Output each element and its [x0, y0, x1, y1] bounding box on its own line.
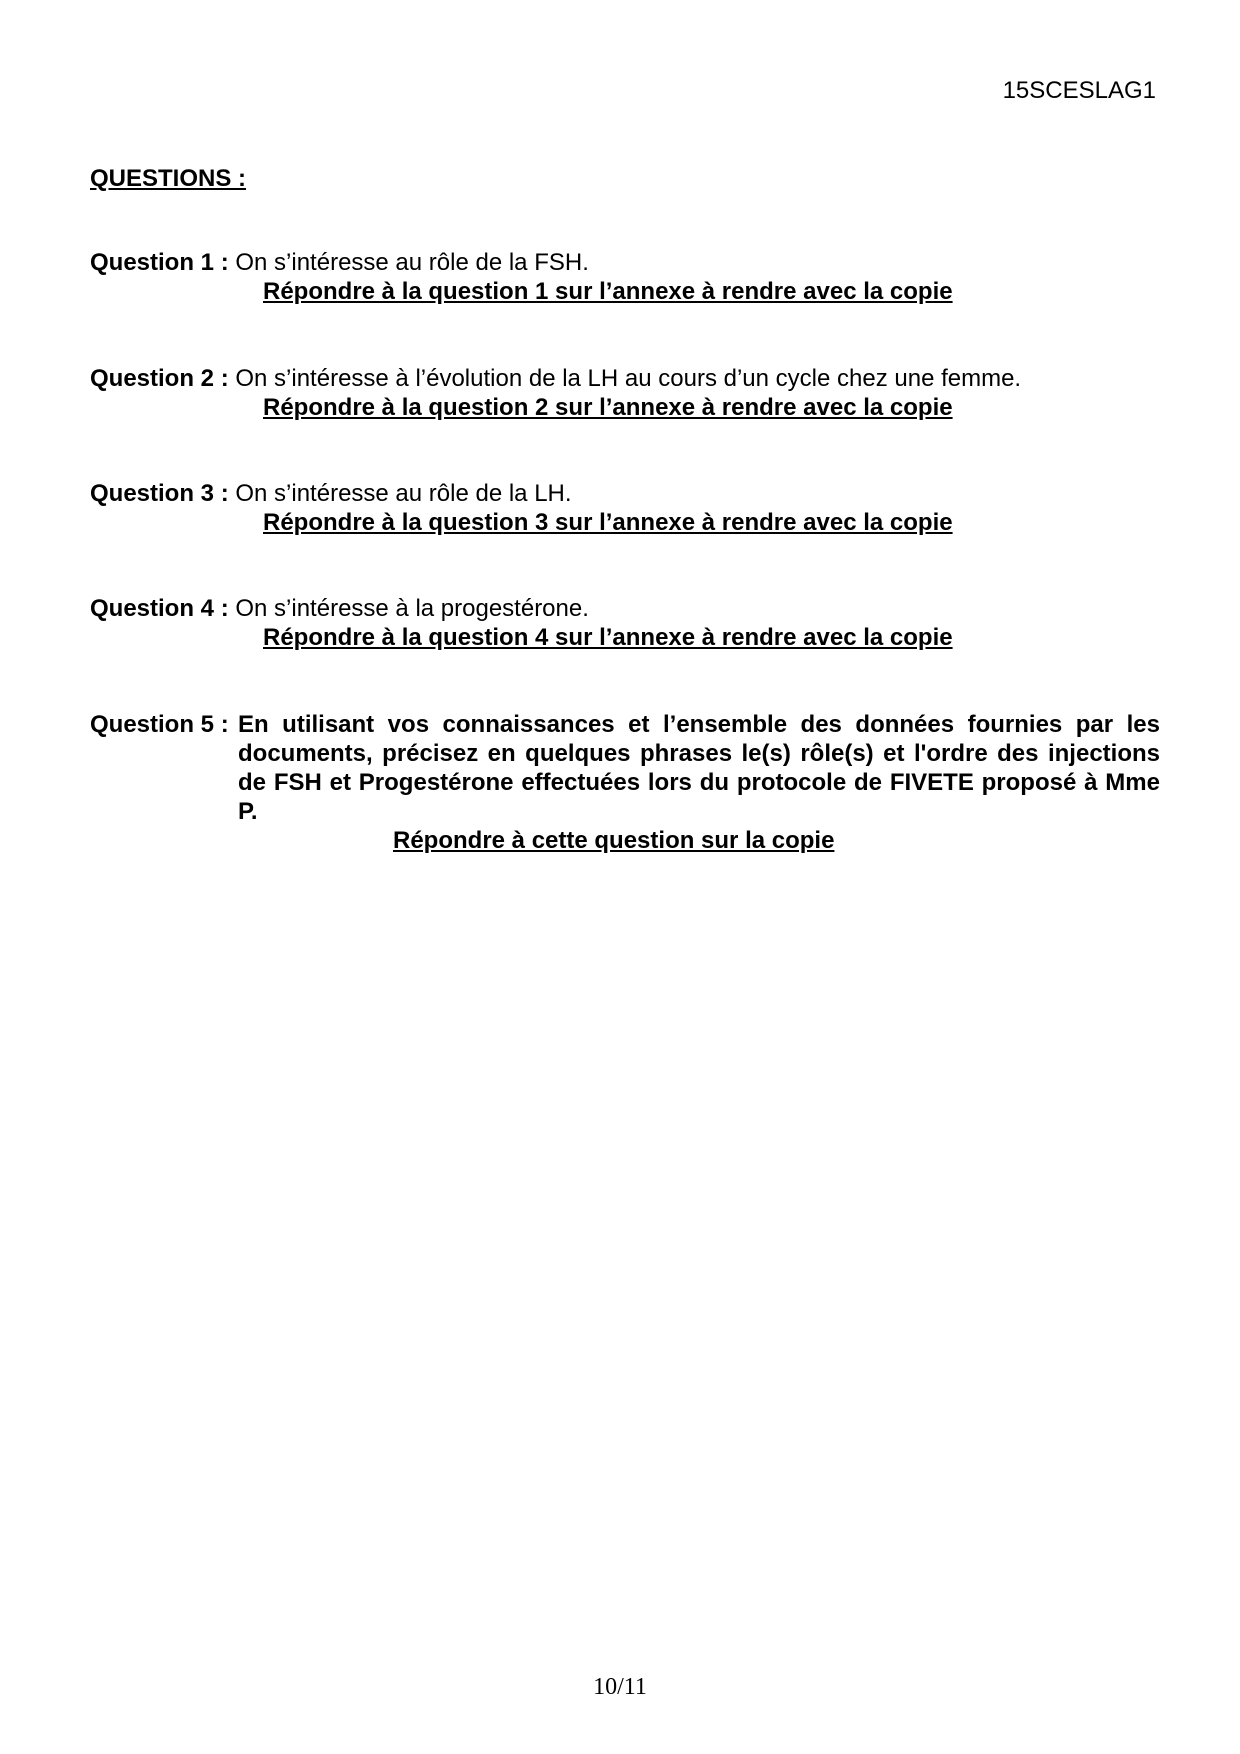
question-4	[90, 594, 1160, 652]
question-text: On s’intéresse au rôle de la LH.	[235, 480, 572, 507]
question-3	[90, 479, 1160, 537]
question-instruction: Répondre à la question 1 sur l’annexe à rendre avec la copie	[263, 278, 953, 305]
question-instruction: Répondre à la question 4 sur l’annexe à rendre avec la copie	[263, 624, 953, 651]
question-text: En utilisant vos connaissances et l’ensemble des données fournies par les documents, précisez en quelques phrases le(s) rôle(s) et l'ordre des injections de FSH et Progestérone effectuées lors du protocole de FIVETE proposé à Mme P.	[238, 711, 1160, 825]
document-code: 15SCESLAG1	[1002, 77, 1156, 104]
question-label: Question 2 :	[90, 365, 229, 392]
question-instruction: Répondre à cette question sur la copie	[393, 827, 835, 854]
question-text: On s’intéresse à la progestérone.	[235, 595, 589, 622]
question-1	[90, 248, 1160, 306]
question-5	[90, 710, 1160, 855]
question-label: Question 5 :	[90, 711, 229, 738]
page-title: QUESTIONS :	[90, 165, 247, 192]
question-label: Question 1 :	[90, 249, 229, 276]
question-2	[90, 364, 1160, 422]
question-instruction: Répondre à la question 3 sur l’annexe à rendre avec la copie	[263, 509, 953, 536]
page-number: 10/11	[593, 1674, 647, 1700]
question-text: On s’intéresse à l’évolution de la LH au cours d’un cycle chez une femme.	[235, 365, 1022, 392]
question-label: Question 3 :	[90, 480, 229, 507]
question-label: Question 4 :	[90, 595, 229, 622]
question-text: On s’intéresse au rôle de la FSH.	[235, 249, 589, 276]
question-instruction: Répondre à la question 2 sur l’annexe à rendre avec la copie	[263, 394, 953, 421]
